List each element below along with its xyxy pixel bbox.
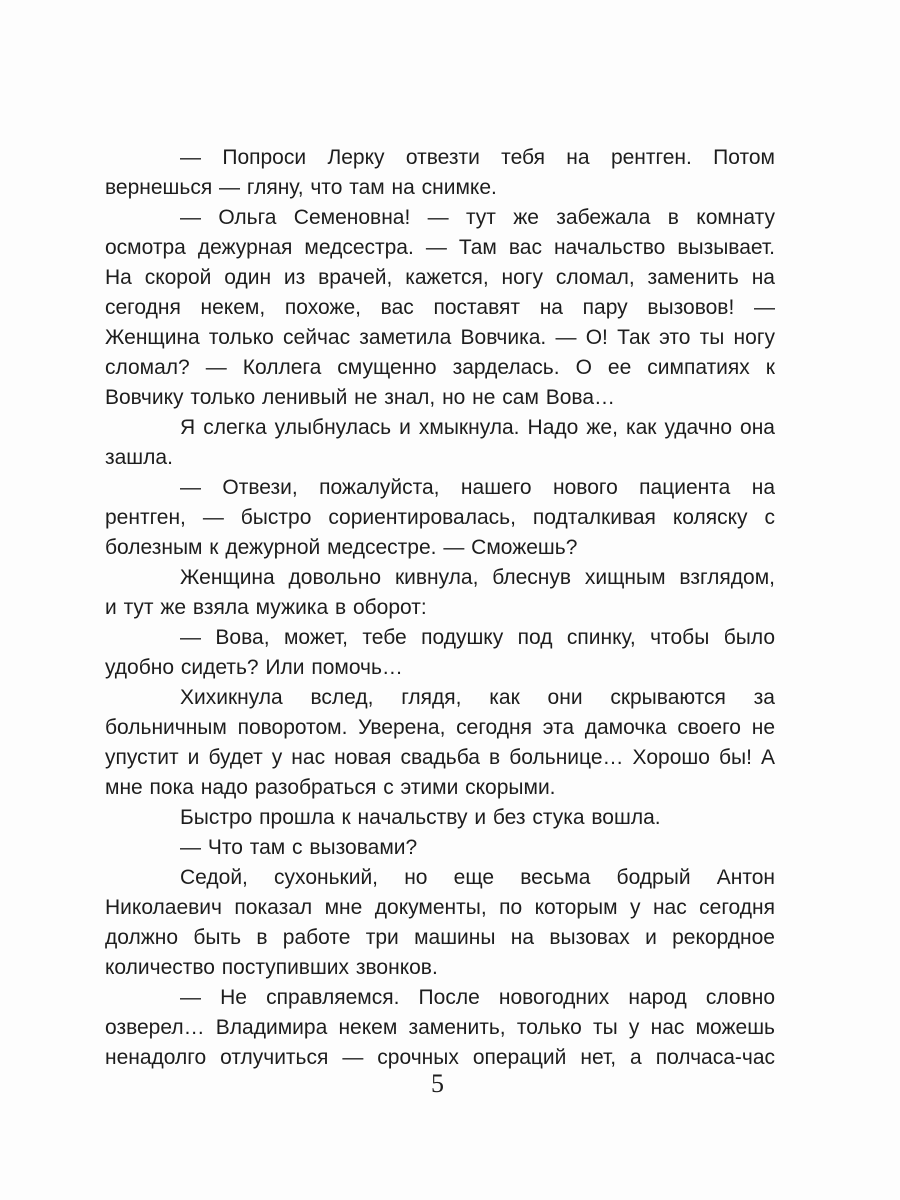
text-line: удобно сидеть? Или помочь…: [105, 656, 403, 679]
text-line: ненадолго отлучиться — срочных операций нет, а полчаса-час: [105, 1046, 775, 1069]
text-line: болезным к дежурной медсестре. — Сможешь?: [105, 536, 578, 559]
text-line: Женщина только сейчас заметила Вовчика. — О! Так это ты ногу: [105, 326, 775, 349]
text-line: больничным поворотом. Уверена, сегодня эта дамочка своего не: [105, 716, 775, 739]
text-line: — Вова, может, тебе подушку под спинку, чтобы было: [180, 626, 775, 649]
paragraph: [105, 143, 775, 203]
paragraph: [105, 563, 775, 623]
text-line: рентген, — быстро сориентировалась, подталкивая коляску с: [105, 506, 775, 529]
text-line: сломал? — Коллега смущенно зарделась. О ее симпатиях к: [105, 356, 775, 379]
text-line: осмотра дежурная медсестра. — Там вас начальство вызывает.: [105, 236, 775, 259]
text-line: Женщина довольно кивнула, блеснув хищным взглядом,: [180, 566, 775, 589]
paragraph: [105, 623, 775, 683]
text-line: упустит и будет у нас новая свадьба в больнице… Хорошо бы! А: [105, 746, 775, 769]
text-line: Вовчику только ленивый не знал, но не сам Вова…: [105, 386, 616, 409]
text-line: мне пока надо разобраться с этими скорыми.: [105, 776, 556, 799]
paragraph: [105, 683, 775, 803]
paragraph: [105, 833, 775, 863]
text-line: — Не справляемся. После новогодних народ словно: [180, 986, 775, 1009]
paragraph: [105, 803, 775, 833]
text-line: сегодня некем, похоже, вас поставят на пару вызовов! —: [105, 296, 775, 319]
text-line: Хихикнула вслед, глядя, как они скрываются за: [180, 686, 775, 709]
text-line: Я слегка улыбнулась и хмыкнула. Надо же, как удачно она: [180, 416, 775, 439]
text-line: Быстро прошла к начальству и без стука вошла.: [180, 806, 661, 829]
page-text-block: [105, 143, 775, 1073]
text-line: зашла.: [105, 446, 173, 469]
paragraph: [105, 863, 775, 983]
paragraph: [105, 203, 775, 413]
text-line: и тут же взяла мужика в оборот:: [105, 596, 427, 619]
text-line: должно быть в работе три машины на вызовах и рекордное: [105, 926, 775, 949]
paragraph: [105, 473, 775, 563]
text-line: — Отвези, пожалуйста, нашего нового пациента на: [180, 476, 775, 499]
page-number: 5: [431, 1069, 444, 1098]
text-line: — Попроси Лерку отвезти тебя на рентген. Потом: [180, 146, 775, 169]
text-line: На скорой один из врачей, кажется, ногу сломал, заменить на: [105, 266, 775, 289]
text-line: Седой, сухонький, но еще весьма бодрый Антон: [180, 866, 775, 889]
text-line: Николаевич показал мне документы, по которым у нас сегодня: [105, 896, 775, 919]
text-line: — Что там с вызовами?: [180, 836, 418, 859]
text-line: озверел… Владимира некем заменить, только ты у нас можешь: [105, 1016, 775, 1039]
paragraph: [105, 413, 775, 473]
paragraph: [105, 983, 775, 1073]
text-line: вернешься — гляну, что там на снимке.: [105, 176, 497, 199]
text-line: количество поступивших звонков.: [105, 956, 438, 979]
text-line: — Ольга Семеновна! — тут же забежала в комнату: [180, 206, 775, 229]
